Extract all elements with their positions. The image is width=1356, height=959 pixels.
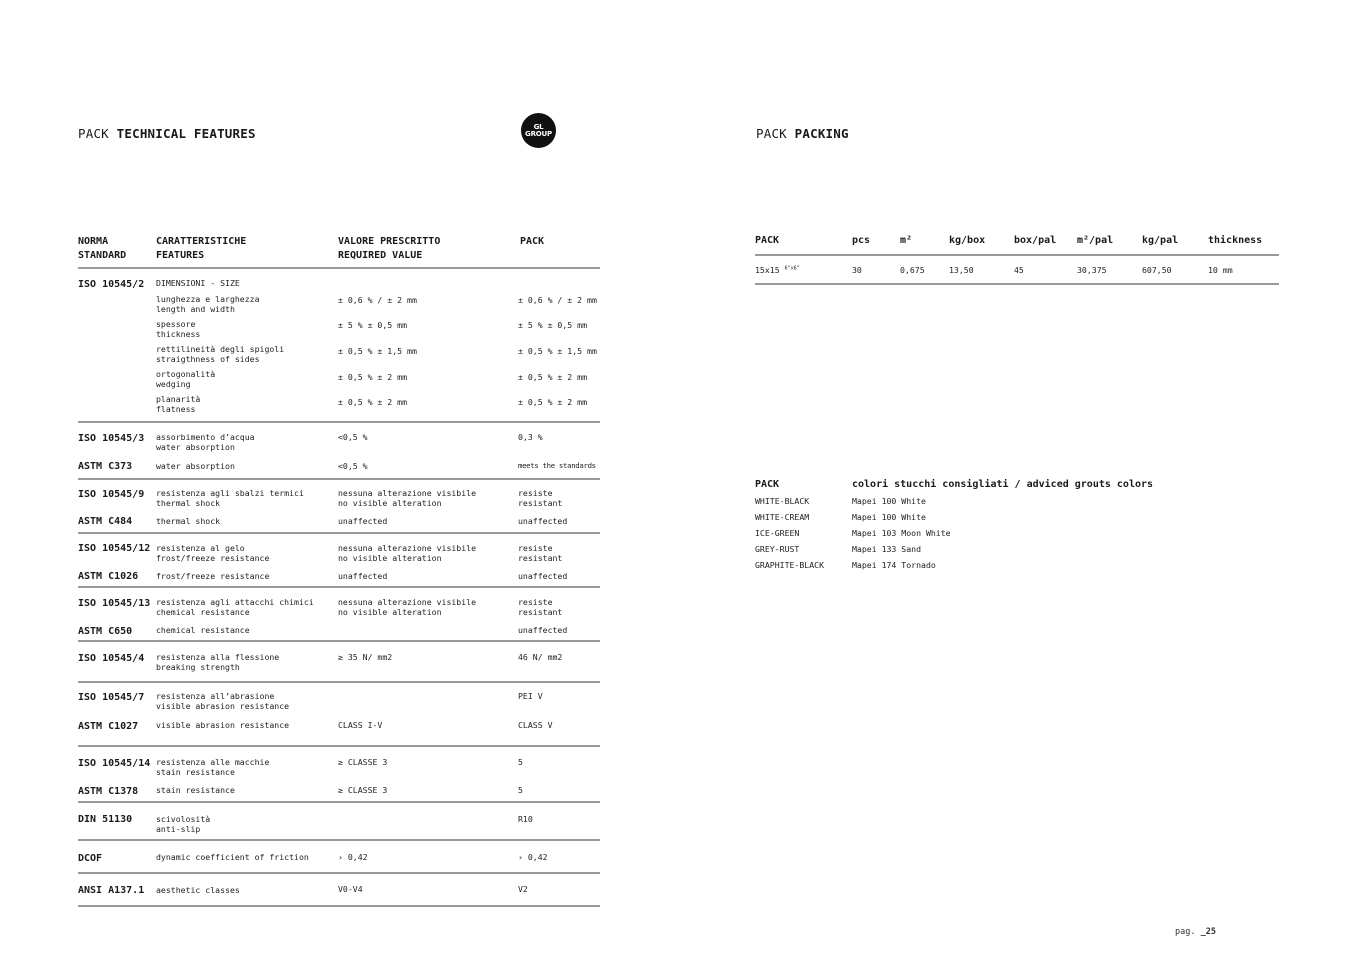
packing-boxpal: 45 [1014,265,1024,275]
feature-wedging [156,369,215,389]
page-label: pag. [1175,927,1196,937]
pack-abrasion: PEI V [518,691,543,701]
packing-size-value: 15x15 [755,265,780,275]
feature-line-it: spessore [156,319,196,329]
grout-color: Mapei 100 White [852,496,926,506]
std-dcof: DCOF [78,853,103,864]
grout-pack: ICE-GREEN [755,528,800,538]
feature-c1026: frost/freeze resistance [156,571,270,581]
packing-header-boxpal: box/pal [1014,235,1057,246]
value-straightness: ± 0,5 % ± 1,5 mm [338,346,417,356]
std-iso-10545-2: ISO 10545/2 [78,279,145,290]
feature-c373: water absorption [156,461,235,471]
header-value-line1: VALORE PRESCRITTO [338,236,441,247]
packing-header-kgpal: kg/pal [1142,235,1179,246]
std-astm-c1027: ASTM C1027 [78,721,139,732]
std-iso-10545-13: ISO 10545/13 [78,598,151,609]
feature-c484: thermal shock [156,516,221,526]
gl-group-logo [521,113,556,148]
pack-line-en: resistant [518,607,563,617]
value-c373: <0,5 % [338,461,368,471]
feature-c1378: stain resistance [156,785,235,795]
feature-line-it: assorbimento d’acqua [156,432,255,442]
header-features-line2: FEATURES [156,250,205,261]
feature-line-it: resistenza al gelo [156,543,245,553]
pack-line-it: resiste [518,597,553,607]
feature-anti-slip [156,814,210,834]
right-section-title [756,126,849,141]
header-norma-line2: STANDARD [78,250,127,261]
header-features-line1: CARATTERISTICHE [156,236,247,247]
feature-line-en: breaking strength [156,662,240,672]
grout-pack: WHITE-BLACK [755,496,810,506]
row-divider [78,872,600,874]
feature-aesthetic: aesthetic classes [156,885,240,895]
value-line-en: no visible alteration [338,553,442,563]
pack-thermal-shock [518,488,562,508]
header-value [338,235,440,263]
pack-breaking-strength: 46 N/ mm2 [518,652,563,662]
value-chemical [338,597,476,617]
row-divider [78,801,600,803]
pack-flatness: ± 0,5 % ± 2 mm [518,397,588,407]
feature-line-en: stain resistance [156,767,235,777]
std-astm-c1026: ASTM C1026 [78,571,139,582]
feature-breaking-strength [156,652,279,672]
value-line-en: no visible alteration [338,498,442,508]
feature-stain [156,757,269,777]
grout-color: Mapei 174 Tornado [852,560,936,570]
row-divider [78,681,600,683]
feature-straightness [156,344,284,364]
page-number-value: _25 [1200,927,1216,937]
value-flatness: ± 0,5 % ± 2 mm [338,397,408,407]
grout-pack: WHITE-CREAM [755,512,810,522]
feature-line-it: resistenza agli attacchi chimici [156,597,314,607]
packing-header-pack: PACK [755,235,780,246]
pack-line-it: resiste [518,488,553,498]
feature-abrasion [156,691,289,711]
std-iso-10545-12: ISO 10545/12 [78,543,151,554]
logo-line2: GROUP [525,130,552,138]
logo-line1: GL [533,123,544,131]
std-iso-10545-3: ISO 10545/3 [78,433,145,444]
pack-aesthetic: V2 [518,884,528,894]
value-c484: unaffected [338,516,388,526]
feature-line-en: visible abrasion resistance [156,701,290,711]
pack-c484: unaffected [518,516,568,526]
feature-water-absorption [156,432,255,452]
right-title-prefix: PACK [756,126,787,141]
grout-color: Mapei 133 Sand [852,544,922,554]
row-divider [78,586,600,588]
right-title-bold: PACKING [794,126,849,141]
packing-size-inches: 6"x6" [784,265,800,272]
feature-line-en: straigthness of sides [156,354,260,364]
pack-chemical [518,597,562,617]
feature-line-en: chemical resistance [156,607,250,617]
feature-line-it: rettilineità degli spigoli [156,344,285,354]
value-c1026: unaffected [338,571,388,581]
grout-pack: GRAPHITE-BLACK [755,560,825,570]
value-line-it: nessuna alterazione visibile [338,488,477,498]
feature-line-en: anti-slip [156,824,201,834]
feature-line-it: resistenza alla flessione [156,652,280,662]
pack-straightness: ± 0,5 % ± 1,5 mm [518,346,597,356]
left-title-bold: TECHNICAL FEATURES [116,126,256,141]
value-line-en: no visible alteration [338,607,442,617]
pack-line-en: resistant [518,553,563,563]
feature-line-en: flatness [156,404,196,414]
feature-c650: chemical resistance [156,625,250,635]
value-thermal-shock [338,488,476,508]
std-astm-c1378: ASTM C1378 [78,786,139,797]
std-iso-10545-14: ISO 10545/14 [78,758,151,769]
packing-header-thickness: thickness [1208,235,1263,246]
header-pack: PACK [520,236,545,247]
header-norma [78,235,126,263]
pack-c1027: CLASS V [518,720,553,730]
feature-line-it: ortogonalità [156,369,216,379]
packing-m2: 0,675 [900,265,925,275]
pack-c373: meets the standards [518,461,596,470]
value-line-it: nessuna alterazione visibile [338,543,477,553]
packing-header-m2pal: m²/pal [1077,235,1114,246]
row-divider [78,745,600,747]
std-astm-c650: ASTM C650 [78,626,133,637]
feature-line-en: length and width [156,304,235,314]
pack-wedging: ± 0,5 % ± 2 mm [518,372,588,382]
feature-line-it: resistenza all’abrasione [156,691,275,701]
row-divider [78,905,600,907]
row-divider [78,532,600,534]
row-divider [78,839,600,841]
feature-line-en: thickness [156,329,201,339]
grouts-header-pack: PACK [755,479,780,490]
packing-m2pal: 30,375 [1077,265,1107,275]
pack-water-absorption: 0,3 % [518,432,543,442]
header-value-line2: REQUIRED VALUE [338,250,423,261]
feature-length-width [156,294,260,314]
packing-thickness: 10 mm [1208,265,1233,275]
value-thickness: ± 5 % ± 0,5 mm [338,320,408,330]
feature-line-en: water absorption [156,442,235,452]
grout-pack: GREY-RUST [755,544,800,554]
feature-c1027: visible abrasion resistance [156,720,290,730]
value-breaking-strength: ≥ 35 N/ mm2 [338,652,393,662]
feature-line-en: thermal shock [156,498,221,508]
left-section-title [78,126,256,141]
std-astm-c373: ASTM C373 [78,461,133,472]
feature-line-en: wedging [156,379,191,389]
feature-line-it: lunghezza e larghezza [156,294,260,304]
value-frost [338,543,476,563]
packing-pcs: 30 [852,265,862,275]
packing-kgbox: 13,50 [949,265,974,275]
value-stain: ≥ CLASSE 3 [338,757,388,767]
packing-header-divider [755,254,1279,256]
row-divider [78,640,600,642]
value-wedging: ± 0,5 % ± 2 mm [338,372,408,382]
feature-flatness [156,394,200,414]
pack-c650: unaffected [518,625,568,635]
packing-size [755,265,800,275]
std-iso-10545-9: ISO 10545/9 [78,489,145,500]
std-iso-10545-7: ISO 10545/7 [78,692,145,703]
std-ansi-a137: ANSI A137.1 [78,885,145,896]
feature-line-it: planarità [156,394,201,404]
row-divider [78,421,600,423]
packing-header-kgbox: kg/box [949,235,986,246]
packing-kgpal: 607,50 [1142,265,1172,275]
packing-header-pcs: pcs [852,235,871,246]
feature-line-it: resistenza agli sbalzi termici [156,488,304,498]
value-aesthetic: V0-V4 [338,884,363,894]
value-length-width: ± 0,6 % / ± 2 mm [338,295,417,305]
value-c1378: ≥ CLASSE 3 [338,785,388,795]
feature-thickness [156,319,200,339]
packing-header-m2: m² [900,235,913,246]
value-dcof: › 0,42 [338,852,368,862]
value-c1027: CLASS I-V [338,720,383,730]
grout-color: Mapei 100 White [852,512,926,522]
page-number [1175,927,1216,937]
feature-frost [156,543,269,563]
std-din-51130: DIN 51130 [78,814,133,825]
feature-chemical [156,597,314,617]
pack-dcof: › 0,42 [518,852,548,862]
left-title-prefix: PACK [78,126,109,141]
pack-frost [518,543,562,563]
pack-thickness: ± 5 % ± 0,5 mm [518,320,588,330]
pack-length-width: ± 0,6 % / ± 2 mm [518,295,597,305]
row-divider [78,478,600,480]
pack-line-en: resistant [518,498,563,508]
feature-dcof: dynamic coefficient of friction [156,852,309,862]
std-astm-c484: ASTM C484 [78,516,133,527]
pack-c1378: 5 [518,785,523,795]
feature-line-it: scivolosità [156,814,211,824]
value-water-absorption: <0,5 % [338,432,368,442]
dimensions-label: DIMENSIONI - SIZE [156,278,240,288]
header-divider [78,267,600,269]
pack-stain: 5 [518,757,523,767]
value-line-it: nessuna alterazione visibile [338,597,477,607]
pack-c1026: unaffected [518,571,568,581]
feature-line-it: resistenza alle macchie [156,757,270,767]
header-norma-line1: NORMA [78,236,109,247]
header-features [156,235,246,263]
grouts-header-colors: colori stucchi consigliati / adviced grouts colors [852,479,1154,490]
grout-color: Mapei 103 Moon White [852,528,951,538]
feature-line-en: frost/freeze resistance [156,553,270,563]
pack-anti-slip: R10 [518,814,533,824]
packing-bottom-divider [755,283,1279,285]
pack-line-it: resiste [518,543,553,553]
std-iso-10545-4: ISO 10545/4 [78,653,145,664]
feature-thermal-shock [156,488,304,508]
